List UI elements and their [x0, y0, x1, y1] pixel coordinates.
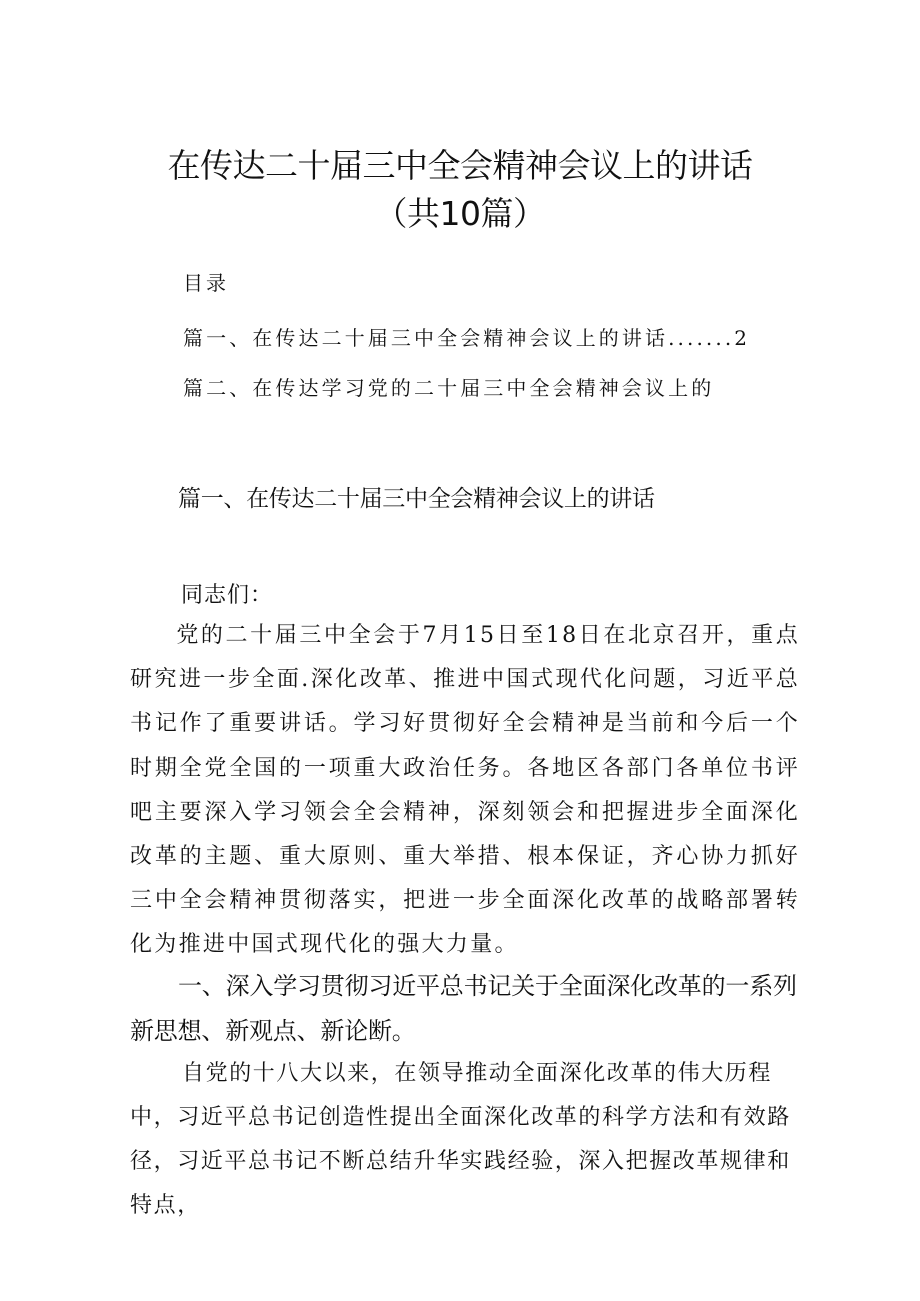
document-title: 在传达二十届三中全会精神会议上的讲话 — [167, 146, 753, 185]
toc-item-2[interactable]: 篇二、在传达学习党的二十届三中全会精神会议上的 — [183, 376, 715, 400]
body-paragraph-1 — [130, 614, 800, 968]
body-paragraph-2 — [130, 1052, 806, 1228]
greeting: 同志们： — [181, 583, 274, 608]
toc-item-1[interactable]: 篇一、在传达二十届三中全会精神会议上的讲话.......2 — [183, 326, 751, 350]
section-heading: 篇一、在传达二十届三中全会精神会议上的讲话 — [178, 486, 655, 512]
document-title-count: （共10篇） — [374, 194, 546, 233]
body-paragraph-2-text: 自党的十八大以来，在领导推动全面深化改革的伟大历程中，习近平总书记创造性提出全面深化改革的科学方法和有效路径，习近平总书记不断总结升华实践经验，深入把握改革规律和特点， — [130, 1061, 791, 1218]
subheading-1-text: 一、深入学习贯彻习近平总书记关于全面深化改革的一系列新思想、新观点、新论断。 — [130, 972, 797, 1045]
body-paragraph-1-text: 党的二十届三中全会于7月15日至18日在北京召开，重点研究进一步全面.深化改革、推进中国式现代化问题，习近平总书记作了重要讲话。学习好贯彻好全会精神是当前和今后一个时期全党全国的一项重大政治任务。各地区各部门各单位书评吧主要深入学习领会全会精神，深刻领会和把握进步全面深化改革的主题、重大原则、重大举措、根本保证，齐心协力抓好三中全会精神贯彻落实，把进一步全面深化改革的战略部署转化为推进中国式现代化的强大力量。 — [130, 623, 800, 958]
subheading-1 — [130, 964, 800, 1054]
toc-heading: 目录 — [183, 271, 229, 295]
